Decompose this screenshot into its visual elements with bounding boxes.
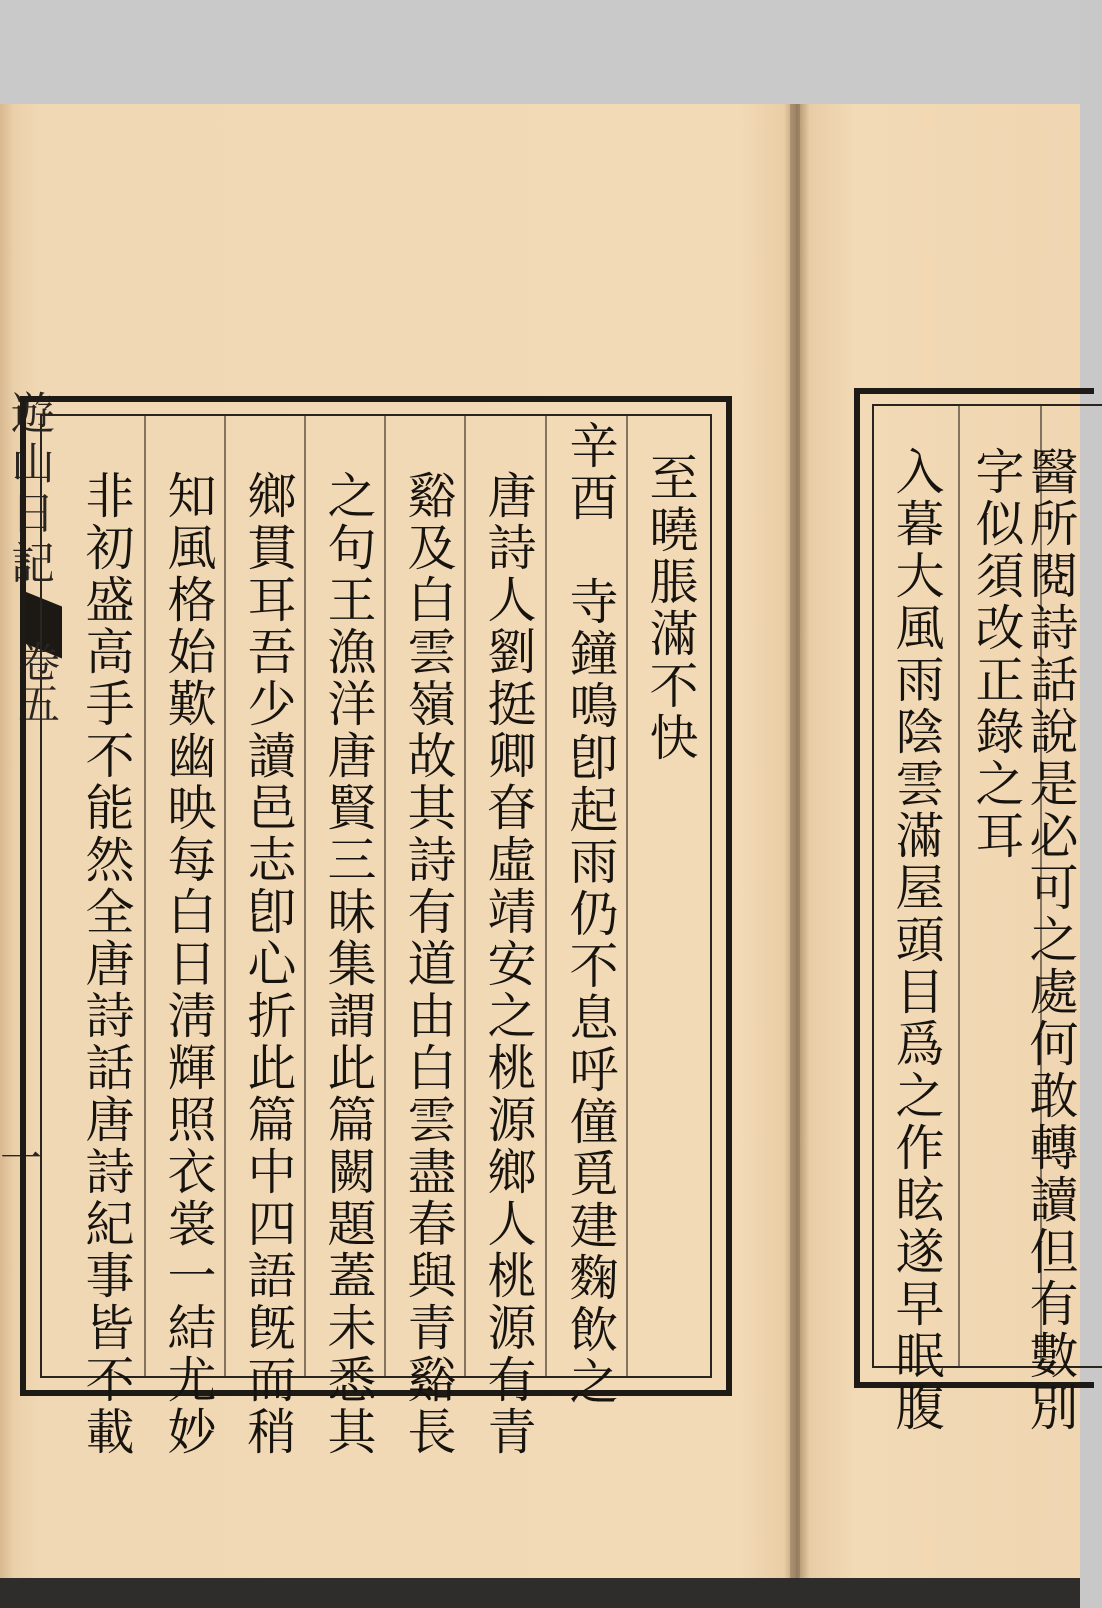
viewer-top-margin	[0, 0, 1080, 104]
text-column-6: 鄉貫耳吾少讀邑志卽心折此篇中四語旣而稍	[240, 470, 297, 1458]
column-rule	[626, 416, 628, 1376]
column-rule	[144, 416, 146, 1376]
text-column-4: 谿及白雲嶺故其詩有道由白雲盡春與青谿長	[400, 470, 457, 1458]
text-column-7: 知風格始歎幽映每白日淸輝照衣裳一結尤妙	[160, 470, 217, 1458]
column-rule	[304, 416, 306, 1376]
text-column-2: 辛酉 寺鐘鳴卽起雨仍不息呼僮覓建麴飲之	[562, 420, 619, 1408]
column-rule	[958, 406, 960, 1366]
text-column-right-2: 字似須改正錄之耳	[968, 446, 1025, 862]
text-column-8: 非初盛高手不能然全唐詩話唐詩紀事皆不載	[78, 470, 135, 1458]
text-column-right-1: 醫所閱詩話說是必可之處何敢轉讀但有數別	[1022, 446, 1079, 1434]
column-rule	[224, 416, 226, 1376]
column-rule	[464, 416, 466, 1376]
spine-book-title: 遊山日記	[3, 390, 54, 590]
book-gutter	[790, 104, 800, 1580]
spine-volume-label: 卷五	[12, 640, 61, 724]
text-column-3: 唐詩人劉挺卿眘虛靖安之桃源鄉人桃源有青	[480, 470, 537, 1458]
column-rule	[384, 416, 386, 1376]
spine-page-number: 一	[0, 1134, 43, 1183]
text-column-right-3: 入暮大風雨陰雲滿屋頭目爲之作眩遂早眠腹	[888, 446, 945, 1434]
text-column-1: 至曉脹滿不快	[642, 452, 699, 764]
text-column-5: 之句王漁洋唐賢三昧集謂此篇闕題蓋未悉其	[320, 470, 377, 1458]
viewer-bottom-margin	[0, 1578, 1080, 1608]
column-rule	[545, 416, 547, 1376]
